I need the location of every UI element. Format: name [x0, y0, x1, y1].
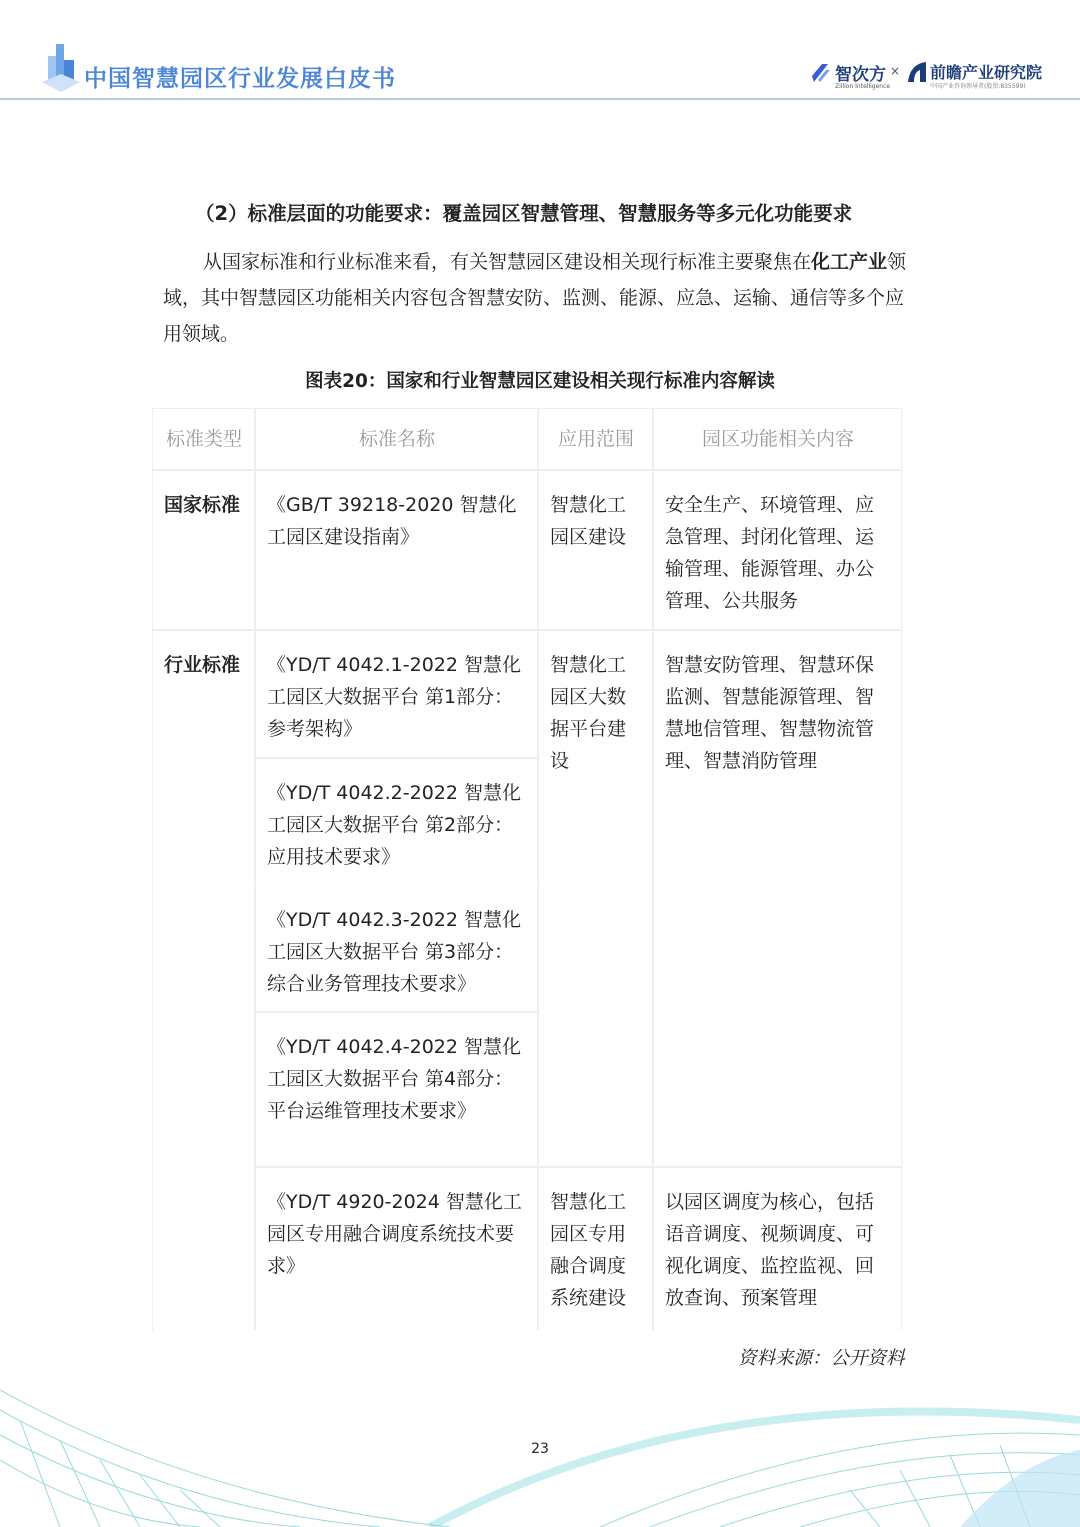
header-divider — [0, 98, 1080, 100]
header-cell: 应用范围 — [538, 408, 653, 470]
name-cell: 《YD/T 4920-2024 智慧化工园区专用融合调度系统技术要求》 — [255, 1167, 538, 1330]
header-title: 中国智慧园区行业发展白皮书 — [84, 66, 396, 92]
header-cell: 园区功能相关内容 — [653, 408, 902, 470]
type-cell: 行业标准 — [152, 630, 255, 1330]
header-cell: 标准名称 — [255, 408, 538, 470]
name-cell: 《YD/T 4042.4-2022 智慧化工园区大数据平台 第4部分：平台运维管理技术要求》 — [255, 1012, 538, 1167]
name-cell: 《YD/T 4042.3-2022 智慧化工园区大数据平台 第3部分：综合业务管理技术要求》 — [255, 885, 538, 1012]
zhicifang-logo-icon — [810, 60, 832, 84]
header-cell: 标准类型 — [152, 408, 255, 470]
building-logo-icon — [42, 42, 80, 94]
scope-cell: 智慧化工园区大数据平台建设 — [538, 630, 653, 1167]
figure-caption: 图表20：国家和行业智慧园区建设相关现行标准内容解读 — [305, 371, 775, 392]
scope-cell: 智慧化工园区建设 — [538, 470, 653, 630]
source-note: 资料来源：公开资料 — [738, 1348, 905, 1369]
section-heading: （2）标准层面的功能要求：覆盖园区智慧管理、智慧服务等多元化功能要求 — [195, 202, 853, 225]
type-cell: 国家标准 — [152, 470, 255, 630]
content-cell: 智慧安防管理、智慧环保监测、智慧能源管理、智慧地信管理、智慧物流管理、智慧消防管理 — [653, 630, 902, 1167]
scope-cell: 智慧化工园区专用融合调度系统建设 — [538, 1167, 653, 1330]
qianzhan-logo-icon — [906, 60, 928, 84]
name-cell: 《GB/T 39218-2020 智慧化工园区建设指南》 — [255, 470, 538, 630]
zhicifang-logo: 智次方 Zillion Intelligence — [835, 65, 891, 90]
name-cell: 《YD/T 4042.2-2022 智慧化工园区大数据平台 第2部分：应用技术要求》 — [255, 758, 538, 885]
content-cell: 安全生产、环境管理、应急管理、封闭化管理、运输管理、能源管理、办公管理、公共服务 — [653, 470, 902, 630]
body-paragraph: 从国家标准和行业标准来看，有关智慧园区建设相关现行标准主要聚焦在化工产业领域，其中智慧园区功能相关内容包含智慧安防、监测、能源、应急、运输、通信等多个应用领域。 — [163, 251, 907, 345]
times-sign: × — [890, 64, 901, 78]
content-cell: 以园区调度为核心，包括语音调度、视频调度、可视化调度、监控监视、回放查询、预案管理 — [653, 1167, 902, 1330]
name-cell: 《YD/T 4042.1-2022 智慧化工园区大数据平台 第1部分：参考架构》 — [255, 630, 538, 758]
qianzhan-logo: 前瞻产业研究院 中国产业咨询领导者(股票:835599) — [930, 63, 1043, 90]
page-number: 23 — [531, 1441, 549, 1457]
